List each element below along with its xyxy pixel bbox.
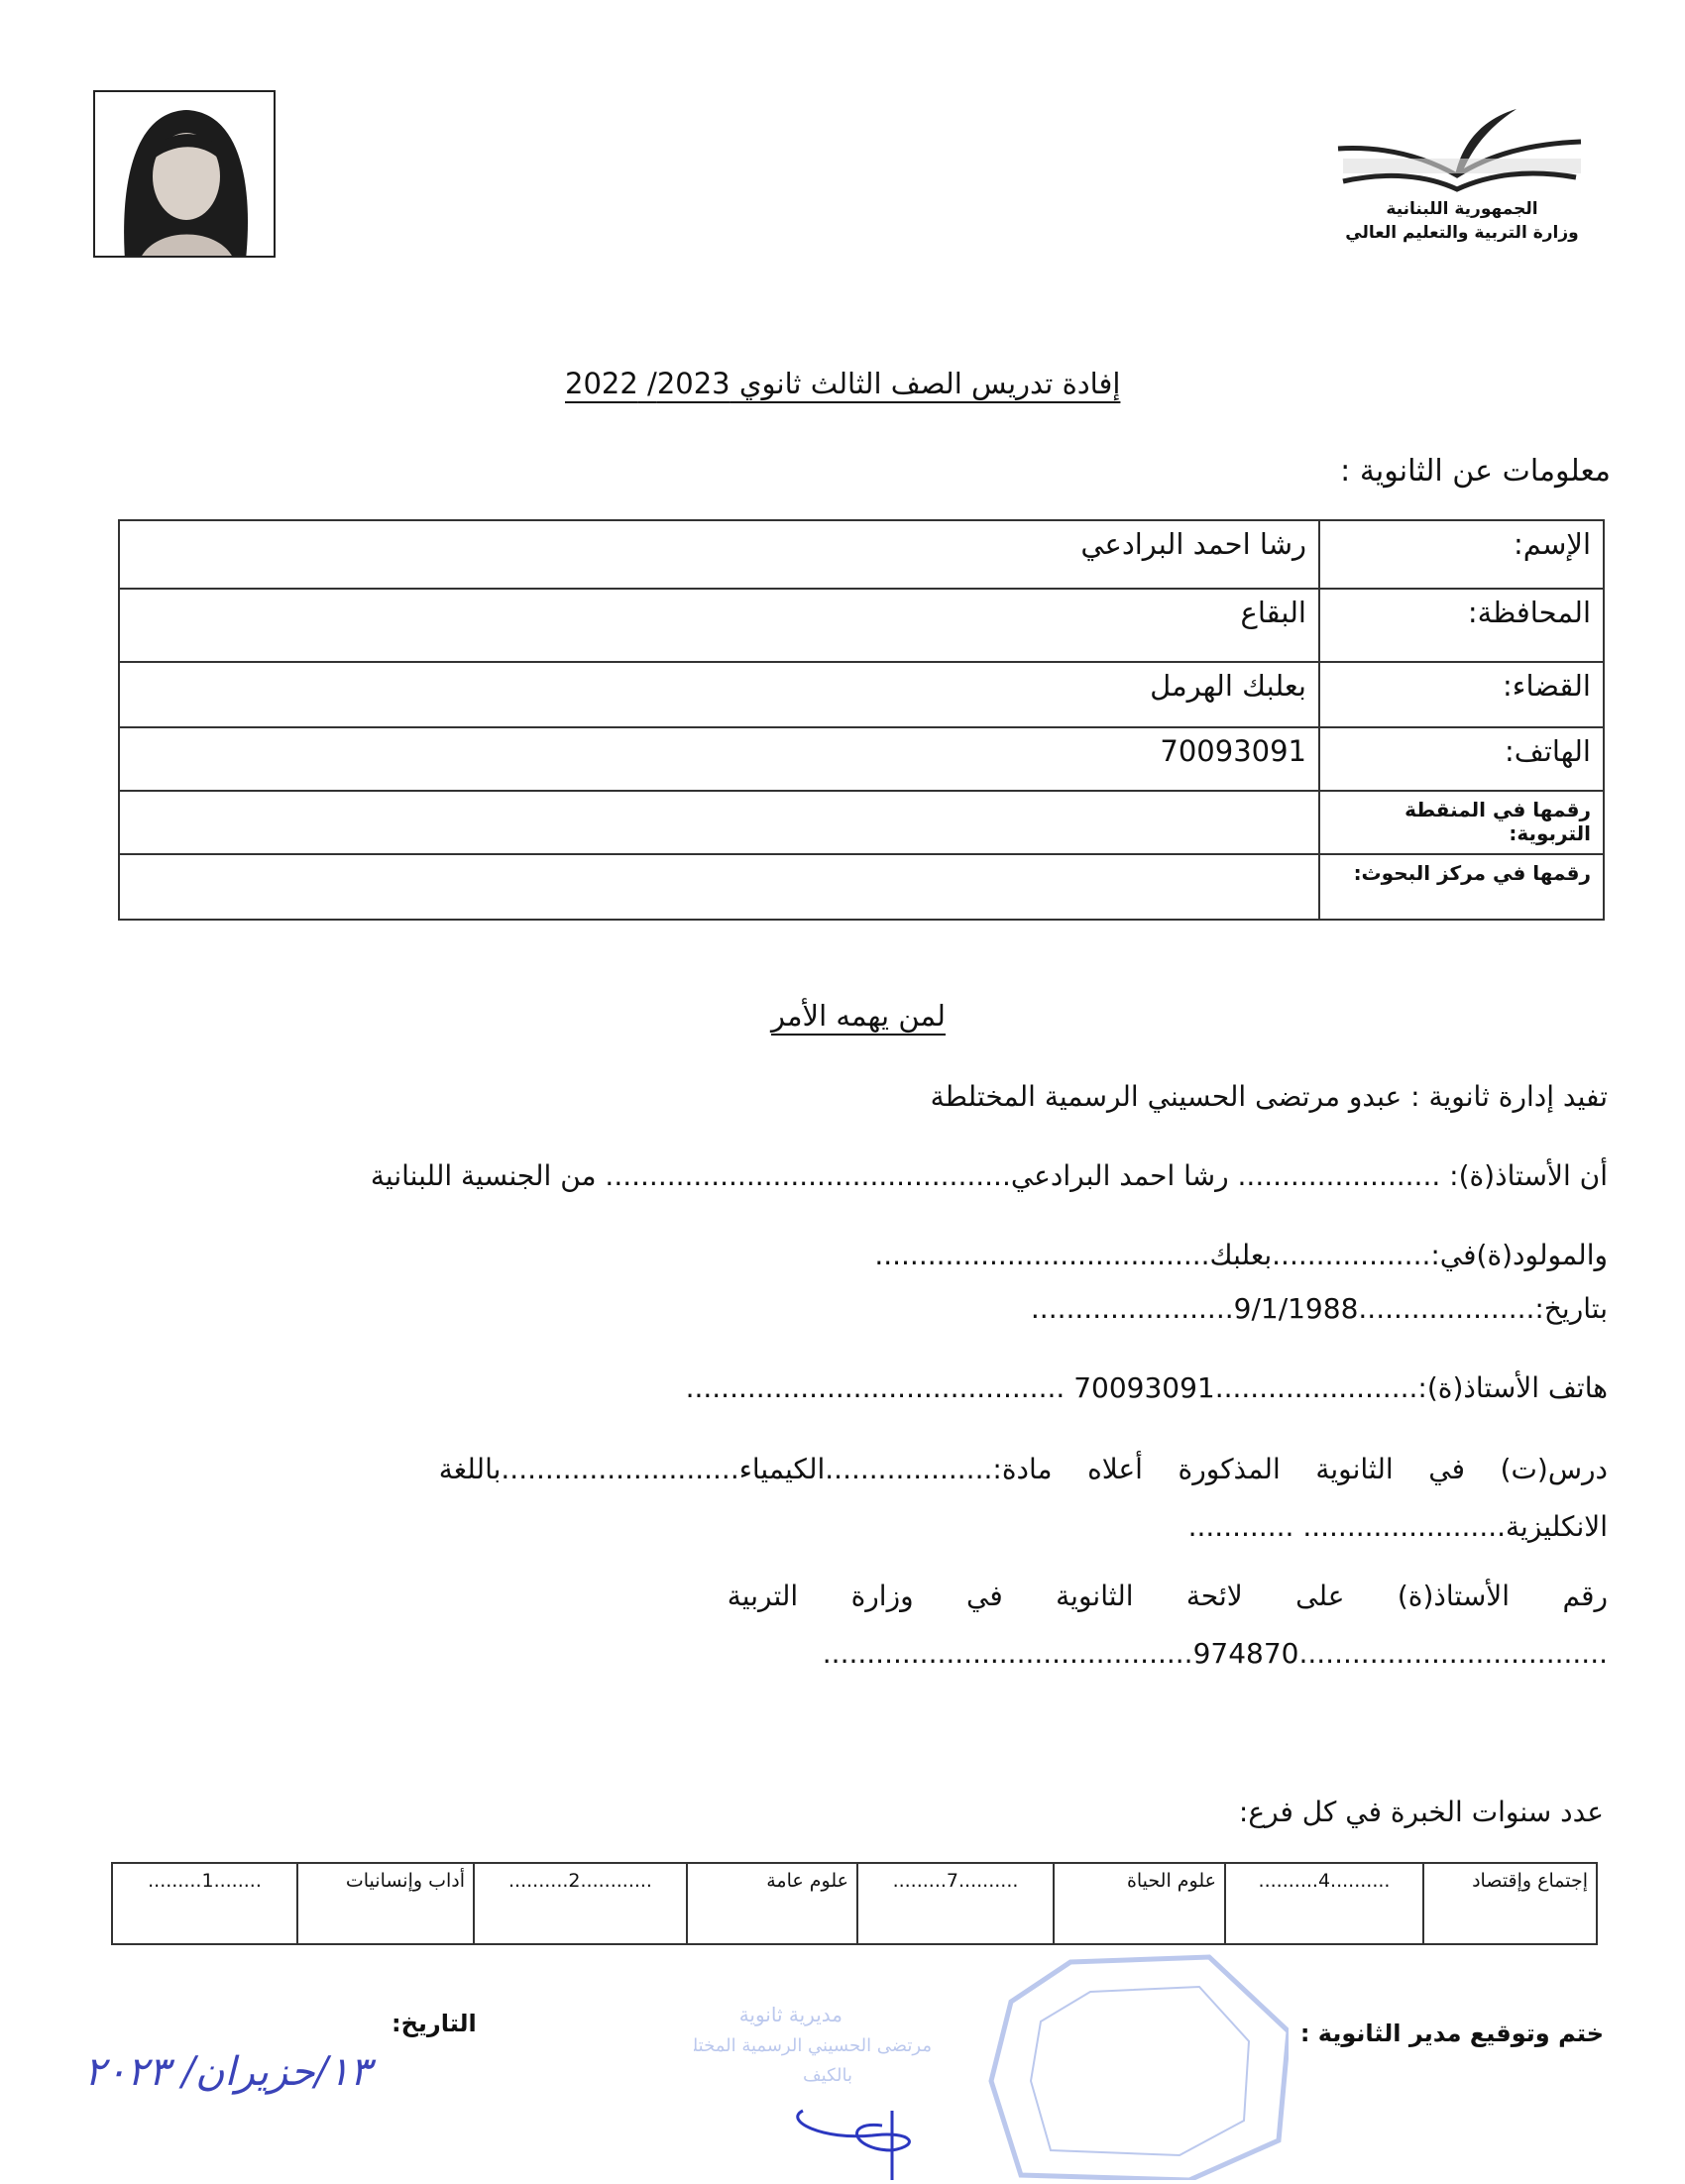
school-statement: تفيد إدارة ثانوية : عبدو مرتضى الحسيني الرسمية المختلطة	[930, 1080, 1608, 1113]
logo-line-2: وزارة التربية والتعليم العالي	[1345, 223, 1579, 243]
logo-line-1: الجمهورية اللبنانية	[1386, 199, 1538, 219]
label-phone: الهاتف:	[1319, 727, 1604, 791]
experience-heading: عدد سنوات الخبرة في كل فرع:	[1238, 1796, 1604, 1828]
label-name: الإسم:	[1319, 520, 1604, 589]
value-phone: 70093091	[119, 727, 1319, 791]
years-general-sciences: ............2..........	[474, 1863, 687, 1944]
svg-text:مرتضى الحسيني الرسمية المختلطة: مرتضى الحسيني الرسمية المختلطة	[694, 2035, 932, 2056]
years-social-economics: ..........4..........	[1225, 1863, 1423, 1944]
branch-general-sciences: علوم عامة	[687, 1863, 857, 1944]
portrait-image	[95, 92, 276, 258]
teacher-number-label: رقم الأستاذ(ة) على لائحة الثانوية في وزارة التربية	[727, 1580, 1608, 1612]
subject-line: درس(ت) في الثانوية المذكورة أعلاه مادة:...................الكيمياء...........................باللغة	[438, 1453, 1608, 1485]
teacher-number-line: ...................................974870..........................................	[822, 1637, 1608, 1670]
birthplace-line: والمولود(ة)في:..................بعلبك......................................	[874, 1239, 1608, 1271]
label-edu-zone-number: رقمها في المنقطة التربوية:	[1319, 791, 1604, 854]
date-label: التاريخ:	[392, 2010, 477, 2037]
label-research-center-number: رقمها في مركز البحوث:	[1319, 854, 1604, 920]
language-line: الانكليزية....................... ............	[1187, 1510, 1608, 1543]
years-humanities: ........1.........	[112, 1863, 297, 1944]
value-research-center-number	[119, 854, 1319, 920]
school-info-table	[118, 519, 1605, 921]
experience-table	[111, 1862, 1598, 1945]
value-edu-zone-number	[119, 791, 1319, 854]
open-book-icon	[1328, 104, 1596, 193]
branch-humanities: أداب وإنسانيات	[297, 1863, 474, 1944]
handwritten-date: ١٣/حزيران/ ٢٠٢٣	[84, 2049, 372, 2095]
applicant-photo	[93, 90, 276, 258]
value-governorate: البقاع	[119, 589, 1319, 662]
branch-social-economics: إجتماع وإقتصاد	[1423, 1863, 1597, 1944]
to-whom-heading: لمن يهمه الأمر	[771, 999, 946, 1033]
label-governorate: المحافظة:	[1319, 589, 1604, 662]
svg-text:مديرية ثانوية: مديرية ثانوية	[738, 2003, 842, 2026]
principal-signature	[783, 2101, 961, 2180]
label-district: القضاء:	[1319, 662, 1604, 727]
years-life-sciences: ..........7.........	[857, 1863, 1054, 1944]
ministry-logo	[1328, 104, 1596, 263]
birthdate-line: بتاريخ:....................9/1/1988.......................	[1030, 1292, 1608, 1325]
teacher-name-line: أن الأستاذ(ة): ....................... رشا احمد البرادعي.............................................. من الجنسية اللبنانية	[370, 1159, 1608, 1192]
value-name: رشا احمد البرادعي	[119, 520, 1319, 589]
svg-text:بالكيف: بالكيف	[803, 2065, 852, 2086]
value-district: بعلبك الهرمل	[119, 662, 1319, 727]
school-info-heading: معلومات عن الثانوية :	[1340, 454, 1611, 489]
stamp-signature-label: ختم وتوقيع مدير الثانوية :	[1299, 2020, 1604, 2047]
signature-icon	[783, 2101, 961, 2180]
branch-life-sciences: علوم الحياة	[1054, 1863, 1225, 1944]
teacher-phone-line: هاتف الأستاذ(ة):.......................70093091 ...........................................	[685, 1371, 1608, 1404]
document-title: إفادة تدريس الصف الثالث ثانوي 2023/ 2022	[565, 367, 1121, 400]
